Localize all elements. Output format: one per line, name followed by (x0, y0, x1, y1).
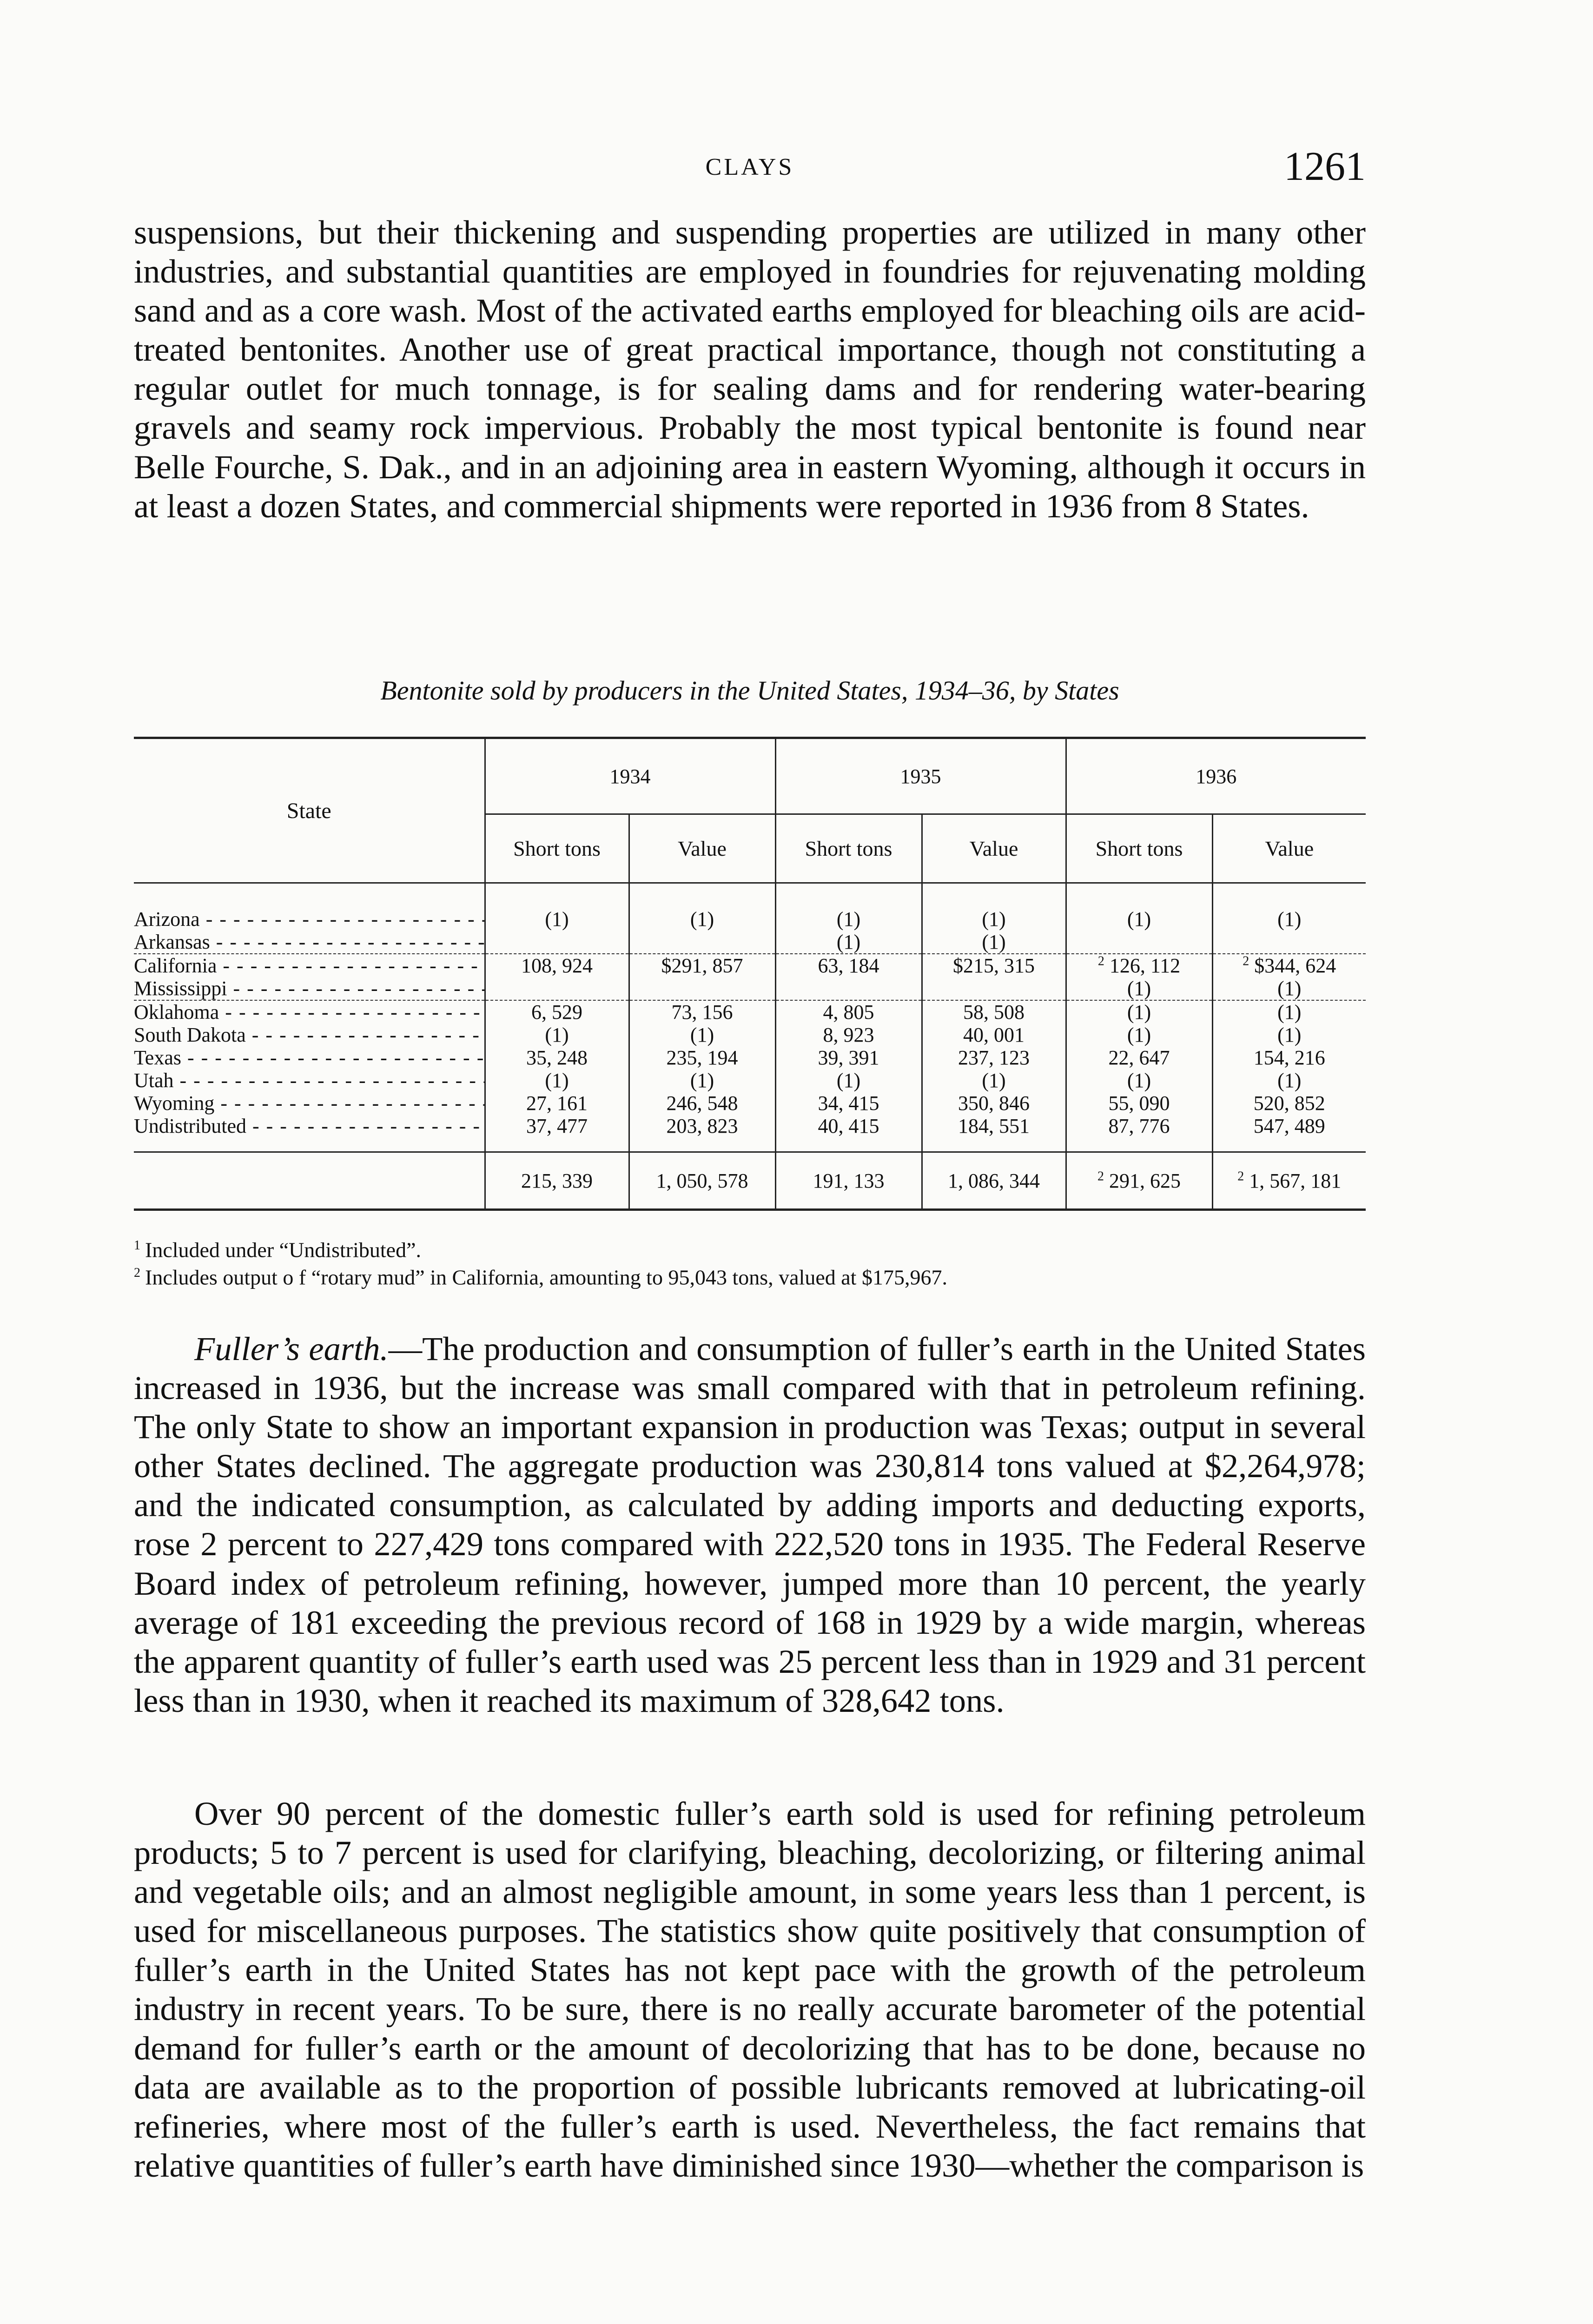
paragraph-fullers-earth-uses: Over 90 percent of the domestic fuller’s earth sold is used for refining petroleum products; 5 to 7 percent is used for clarifying, bleaching, decolorizing, or filtering animal and vegetable oils; and an almost negligible amount, in some years less than 1 percent, is used for miscellaneous purposes. The statistics show quite positively that consumption of fuller’s earth in the United States has not kept pace with the growth of the petroleum industry in recent years. To be sure, there is no really accurate barometer of the potential demand for fuller’s earth or the amount of decolorizing that has to be done, because no data are available as to the proportion of possible lubricants removed at lubricating-oil refineries, where most of the fuller’s earth is used. Nevertheless, the fact remains that relative quantities of fuller’s earth have diminished since 1930—whether the comparison is (134, 1795, 1366, 2184)
header-year-1934: 1934 (485, 738, 775, 814)
value-text: 126, 112 (1109, 954, 1181, 977)
table-row (134, 931, 1366, 954)
value-cell: (1) (1066, 1023, 1212, 1046)
table-caption: Bentonite sold by producers in the United States, 1934–36, by States (380, 675, 1119, 706)
section-heading-fullers-earth: Fuller’s earth. (194, 1330, 389, 1367)
value-cell: $291, 857 (629, 954, 775, 977)
value-text: $344, 624 (1254, 954, 1336, 977)
value-cell: 40, 415 (775, 1115, 922, 1152)
value-cell: (1) (1066, 883, 1212, 931)
value-cell: (1) (1066, 1069, 1212, 1092)
value-cell: 35, 248 (485, 1046, 629, 1069)
value-cell (922, 977, 1066, 1000)
value-cell: (1) (775, 931, 922, 954)
header-state: State (134, 738, 485, 883)
state-cell: California - - - (134, 954, 485, 977)
value-cell: 547, 489 (1212, 1115, 1366, 1152)
header-value: Value (629, 814, 775, 883)
value-cell: (1) (629, 1069, 775, 1092)
state-cell: Utah - - - (134, 1069, 485, 1092)
value-cell: $215, 315 (922, 954, 1066, 977)
value-cell: 27, 161 (485, 1092, 629, 1115)
page-number: 1261 (1284, 144, 1366, 189)
total-value: 1, 567, 181 (1249, 1169, 1342, 1192)
value-cell (1212, 931, 1366, 954)
state-cell: Mississippi - - - (134, 977, 485, 1000)
total-cell: 215, 339 (485, 1152, 629, 1210)
paragraph-bentonite-uses: suspensions, but their thickening and suspending properties are utilized in many other industries, and substantial quantities are employed in foundries for rejuvenating molding sand and as a core wash. Most of the activated earths employed for bleaching oils are acid-treated bentonites. Another use of great practical importance, though not constituting a regular outlet for much tonnage, is for sealing dams and for rendering water-bearing gravels and seamy rock impervious. Probably the most typical bentonite is found near Belle Fourche, S. Dak., and in an adjoining area in eastern Wyoming, although it occurs in at least a dozen States, and commercial shipments were reported in 1936 from 8 States. (134, 213, 1366, 525)
value-cell (775, 977, 922, 1000)
value-cell: (1) (485, 1023, 629, 1046)
value-cell: (1) (1066, 1000, 1212, 1023)
value-cell: (1) (1066, 977, 1212, 1000)
value-cell: (1) (775, 1069, 922, 1092)
header-value: Value (1212, 814, 1366, 883)
value-cell: (1) (485, 883, 629, 931)
total-value: 291, 625 (1109, 1169, 1181, 1192)
value-cell: 63, 184 (775, 954, 922, 977)
footnote-marker: 1 (134, 1238, 140, 1253)
running-head-title: CLAYS (705, 154, 794, 180)
header-short-tons: Short tons (775, 814, 922, 883)
value-cell: (1) (1212, 1069, 1366, 1092)
value-cell: 87, 776 (1066, 1115, 1212, 1152)
running-head (134, 144, 1366, 191)
value-cell: (1) (485, 1069, 629, 1092)
table-row (134, 1069, 1366, 1092)
value-cell (1066, 931, 1212, 954)
value-cell: 203, 823 (629, 1115, 775, 1152)
total-cell: 1, 086, 344 (922, 1152, 1066, 1210)
table-total-row (134, 1152, 1366, 1210)
value-cell: 108, 924 (485, 954, 629, 977)
table-row (134, 954, 1366, 977)
value-cell: 34, 415 (775, 1092, 922, 1115)
value-cell (629, 977, 775, 1000)
value-cell: 40, 001 (922, 1023, 1066, 1046)
value-cell: 22, 647 (1066, 1046, 1212, 1069)
header-short-tons: Short tons (485, 814, 629, 883)
total-label-cell (134, 1152, 485, 1210)
value-cell: 237, 123 (922, 1046, 1066, 1069)
state-cell: South Dakota - - - (134, 1023, 485, 1046)
state-cell: Undistributed - - - (134, 1115, 485, 1152)
value-cell: (1) (1212, 1023, 1366, 1046)
value-cell: 154, 216 (1212, 1046, 1366, 1069)
table-body (134, 883, 1366, 1152)
value-cell: 73, 156 (629, 1000, 775, 1023)
value-cell (1066, 954, 1212, 977)
value-cell: 350, 846 (922, 1092, 1066, 1115)
value-cell: (1) (775, 883, 922, 931)
value-cell: 8, 923 (775, 1023, 922, 1046)
footnote-marker: 2 (1097, 1169, 1104, 1183)
footnote-2 (134, 1261, 1366, 1289)
paragraph-fullers-earth (134, 1329, 1366, 1720)
footnote-1 (134, 1234, 1366, 1261)
bentonite-table (134, 737, 1366, 1211)
total-cell-noted (1066, 1152, 1212, 1210)
value-cell: 58, 508 (922, 1000, 1066, 1023)
value-cell: 184, 551 (922, 1115, 1066, 1152)
footnote-marker: 2 (134, 1266, 140, 1281)
paragraph-fullers-earth-text: —The production and consumption of fuller’s earth in the United States increased in 1936, but the increase was small compared with that in petroleum refining. The only State to show an important expansion in production was Texas; output in several other States declined. The aggregate production was 230,814 tons valued at $2,264,978; and the indicated consumption, as calculated by adding imports and deducting exports, rose 2 percent to 227,429 tons compared with 222,520 tons in 1935. The Federal Reserve Board index of petroleum refining, however, jumped more than 10 percent, the yearly average of 181 exceeding the previous record of 168 in 1929 by a wide margin, whereas the apparent quantity of fuller’s earth used was 25 percent less than in 1929 and 31 percent less than in 1930, when it reached its maximum of 328,642 tons. (134, 1330, 1366, 1719)
value-cell: 246, 548 (629, 1092, 775, 1115)
state-cell: Arizona - - - (134, 883, 485, 931)
footnote-text: Included under “Undistributed”. (145, 1238, 421, 1262)
table-row (134, 977, 1366, 1000)
table-row (134, 1023, 1366, 1046)
value-cell: 4, 805 (775, 1000, 922, 1023)
value-cell: (1) (922, 931, 1066, 954)
footnote-marker: 2 (1237, 1169, 1244, 1183)
value-cell: 6, 529 (485, 1000, 629, 1023)
table-row (134, 1046, 1366, 1069)
value-cell: (1) (1212, 977, 1366, 1000)
value-cell (1212, 954, 1366, 977)
total-cell: 191, 133 (775, 1152, 922, 1210)
header-value: Value (922, 814, 1066, 883)
value-cell: 55, 090 (1066, 1092, 1212, 1115)
value-cell: (1) (629, 1023, 775, 1046)
header-year-1935: 1935 (775, 738, 1066, 814)
value-cell: 39, 391 (775, 1046, 922, 1069)
footnote-marker: 2 (1243, 954, 1249, 969)
value-cell: (1) (922, 1069, 1066, 1092)
table-row (134, 1115, 1366, 1152)
footnote-marker: 2 (1097, 954, 1104, 969)
total-cell: 1, 050, 578 (629, 1152, 775, 1210)
total-cell-noted (1212, 1152, 1366, 1210)
footnotes (134, 1234, 1366, 1289)
table-row (134, 1092, 1366, 1115)
value-cell (485, 931, 629, 954)
value-cell: 37, 477 (485, 1115, 629, 1152)
state-cell: Oklahoma - - - (134, 1000, 485, 1023)
value-cell: 235, 194 (629, 1046, 775, 1069)
value-cell (629, 931, 775, 954)
value-cell: 520, 852 (1212, 1092, 1366, 1115)
state-cell: Wyoming - - - (134, 1092, 485, 1115)
value-cell (485, 977, 629, 1000)
state-cell: Arkansas - - - (134, 931, 485, 954)
header-year-1936: 1936 (1066, 738, 1366, 814)
value-cell: (1) (1212, 883, 1366, 931)
footnote-text: Includes output o f “rotary mud” in California, amounting to 95,043 tons, valued at $175,967. (145, 1265, 947, 1289)
value-cell: (1) (629, 883, 775, 931)
table-row (134, 883, 1366, 931)
value-cell: (1) (1212, 1000, 1366, 1023)
table-row (134, 1000, 1366, 1023)
state-cell: Texas - - - (134, 1046, 485, 1069)
value-cell: (1) (922, 883, 1066, 931)
header-short-tons: Short tons (1066, 814, 1212, 883)
